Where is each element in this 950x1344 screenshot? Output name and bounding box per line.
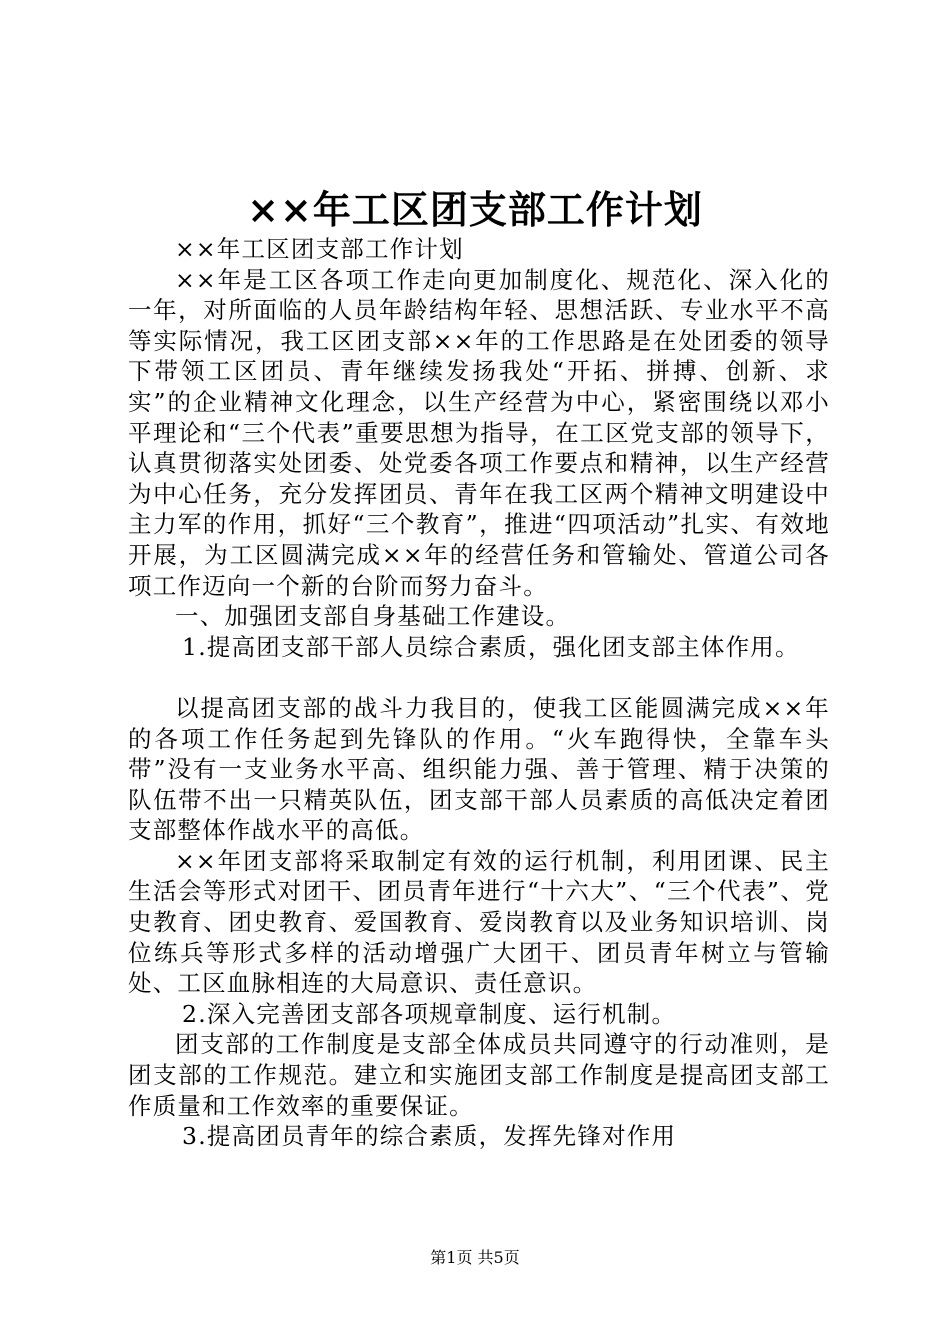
document-body — [128, 234, 830, 1152]
subsection-heading-2: 2.深入完善团支部各项规章制度、运行机制。 — [182, 999, 677, 1028]
body-paragraph: ××年团支部将采取制定有效的运行机制，利用团课、民主生活会等形式对团干、团员青年进行“十六大”、“三个代表”、党史教育、团史教育、爱国教育、爱岗教育以及业务知识培训、岗位练兵等形式多样的活动增强广大团干、团员青年树立与管输处、工区血脉相连的大局意识、责任意识。 — [128, 846, 830, 998]
page-number-footer: 第1页 共5页 — [430, 1248, 520, 1267]
body-paragraph: 以提高团支部的战斗力我目的，使我工区能圆满完成××年的各项工作任务起到先锋队的作用。“火车跑得快，全靠车头带”没有一支业务水平高、组织能力强、善于管理、精于决策的队伍带不出一只精英队伍，团支部干部人员素质的高低决定着团支部整体作战水平的高低。 — [128, 693, 830, 845]
body-paragraph: 团支部的工作制度是支部全体成员共同遵守的行动准则，是团支部的工作规范。建立和实施团支部工作制度是提高团支部工作质量和工作效率的重要保证。 — [128, 1030, 830, 1120]
body-paragraph-intro: ××年是工区各项工作走向更加制度化、规范化、深入化的一年，对所面临的人员年龄结构年轻、思想活跃、专业水平不高等实际情况，我工区团支部××年的工作思路是在处团委的领导下带领工区团员、青年继续发扬我处“开拓、拼搏、创新、求实”的企业精神文化理念，以生产经营为中心，紧密围绕以邓小平理论和“三个代表”重要思想为指导，在工区党支部的领导下，认真贯彻落实处团委、处党委各项工作要点和精神，以生产经营为中心任务，充分发挥团员、青年在我工区两个精神文明建设中主力军的作用，抓好“三个教育”，推进“四项活动”扎实、有效地开展，为工区圆满完成××年的经营任务和管输处、管道公司各项工作迈向一个新的台阶而努力奋斗。 — [128, 265, 830, 600]
section-heading-1: 一、加强团支部自身基础工作建设。 — [175, 602, 571, 631]
subsection-heading-1: 1.提高团支部干部人员综合素质，强化团支部主体作用。 — [182, 632, 800, 661]
body-paragraph-subtitle: ××年工区团支部工作计划 — [175, 235, 464, 263]
document-title: ××年工区团支部工作计划 — [247, 187, 703, 232]
subsection-heading-3: 3.提高团员青年的综合素质，发挥先锋对作用 — [182, 1122, 677, 1151]
